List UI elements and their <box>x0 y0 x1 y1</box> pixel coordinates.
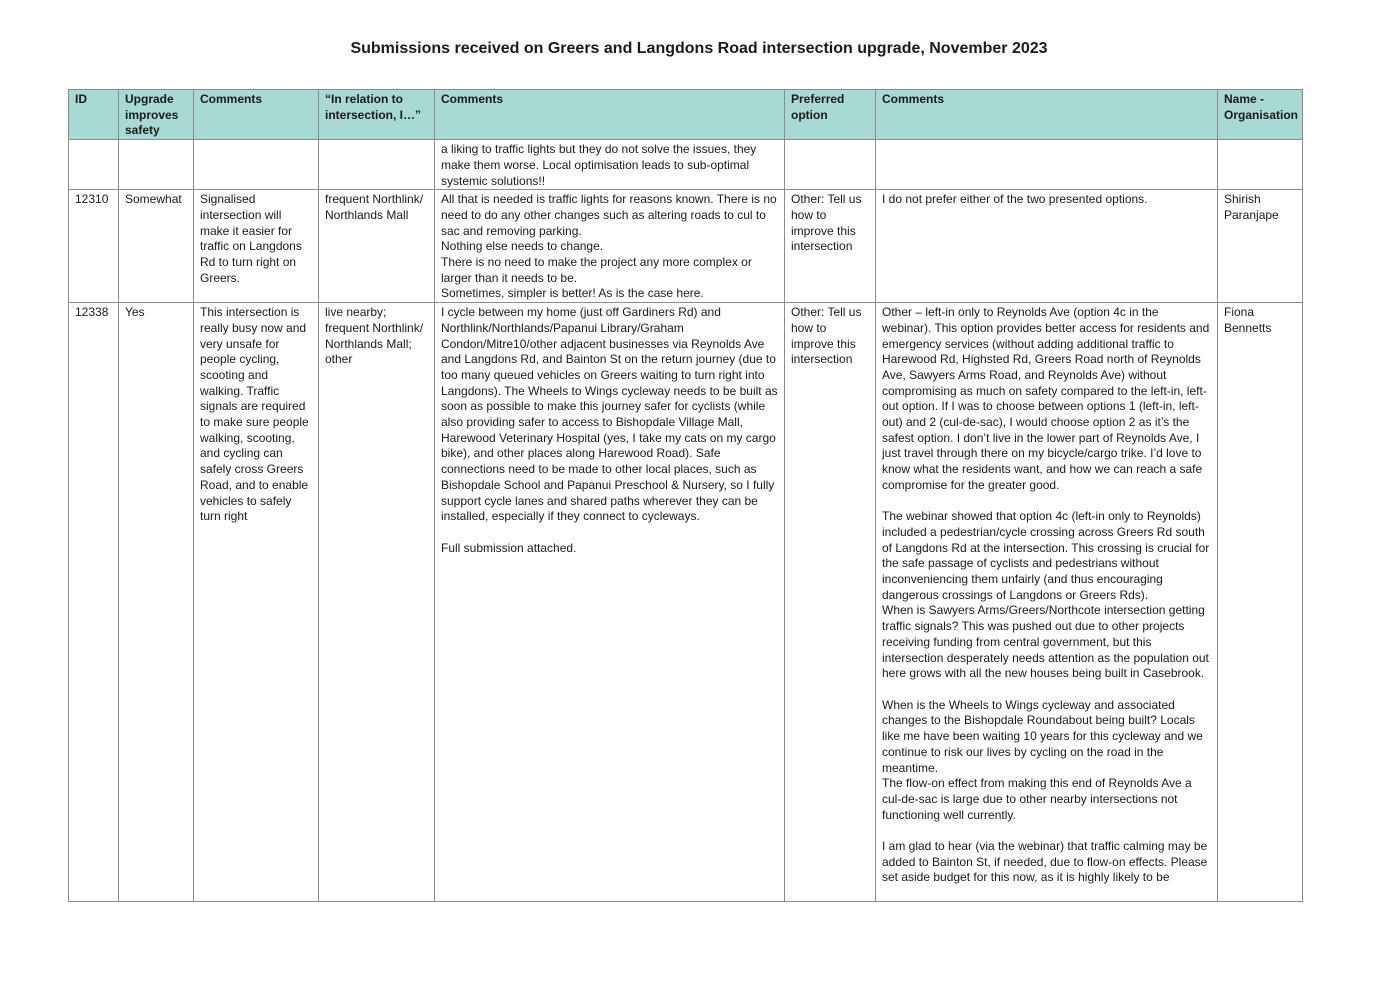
submissions-table <box>68 89 1303 902</box>
cell-relation <box>319 140 435 190</box>
cell-id <box>69 140 119 190</box>
header-row <box>69 90 1303 140</box>
header-comments-1: Comments <box>194 90 319 140</box>
paragraph-spacer <box>441 525 778 541</box>
table-row <box>69 140 1303 190</box>
cell-id: 12338 <box>69 303 119 902</box>
paragraph-spacer <box>882 494 1211 510</box>
paragraph: I am glad to hear (via the webinar) that traffic calming may be added to Bainton St, if needed, due to flow-on effects. Please set aside budget for this now, as it is highly likely to be <box>882 839 1208 885</box>
paragraph: When is Sawyers Arms/Greers/Northcote intersection getting traffic signals? This was pushed out due to other projects receiving funding from central government, but this intersection desperately needs attention as the population out here grows with all the new houses being built in Casebrook. <box>882 603 1209 681</box>
cell-comments-1 <box>194 140 319 190</box>
paragraph: The webinar showed that option 4c (left-in only to Reynolds) included a pedestrian/cycle crossing across Greers Rd south of Langdons Rd at the intersection. This crossing is crucial for the safe passage of cyclists and pedestrians without inconveniencing them unfairly (and thus encouraging dangerous crossings of Langdons or Greers Rds). <box>882 509 1210 602</box>
cell-preferred-option <box>785 140 876 190</box>
header-id: ID <box>69 90 119 140</box>
paragraph-spacer <box>882 682 1211 698</box>
header-comments-2: Comments <box>435 90 785 140</box>
cell-safety: Yes <box>119 303 194 902</box>
cell-preferred-option: Other: Tell us how to improve this intersection <box>785 303 876 902</box>
cell-relation: frequent Northlink/ Northlands Mall <box>319 190 435 303</box>
cell-comments-2 <box>435 303 785 902</box>
header-comments-3: Comments <box>876 90 1218 140</box>
paragraph: All that is needed is traffic lights for reasons known. There is no need to do any other changes such as altering roads to cul to sac and removing parking. <box>441 192 777 238</box>
cell-name <box>1218 140 1303 190</box>
cell-comments-2 <box>435 190 785 303</box>
cell-name: Shirish Paranjape <box>1218 190 1303 303</box>
table-row <box>69 303 1303 902</box>
cell-comments-1: Signalised intersection will make it easier for traffic on Langdons Rd to turn right on Greers. <box>194 190 319 303</box>
paragraph: I do not prefer either of the two presented options. <box>882 192 1148 207</box>
header-name-organisation: Name - Organisation <box>1218 90 1303 140</box>
paragraph: The flow-on effect from making this end of Reynolds Ave a cul-de-sac is large due to other nearby intersections not functioning well currently. <box>882 776 1192 822</box>
paragraph: Full submission attached. <box>441 540 577 555</box>
header-safety: Upgrade improves safety <box>119 90 194 140</box>
paragraph: When is the Wheels to Wings cycleway and associated changes to the Bishopdale Roundabout being built? Locals like me have been waiting 10 years for this cycleway and we continue to risk our lives by cycling on the road in the meantime. <box>882 697 1203 775</box>
paragraph: Sometimes, simpler is better! As is the case here. <box>441 286 704 301</box>
cell-comments-3 <box>876 140 1218 190</box>
cell-safety: Somewhat <box>119 190 194 303</box>
cell-safety <box>119 140 194 190</box>
document-title: Submissions received on Greers and Langdons Road intersection upgrade, November 2023 <box>350 40 1048 57</box>
cell-name: Fiona Bennetts <box>1218 303 1303 902</box>
cell-comments-3 <box>876 303 1218 902</box>
paragraph: a liking to traffic lights but they do not solve the issues, they make them worse. Local optimisation leads to sub-optimal systemic solutions!! <box>441 142 757 188</box>
paragraph-spacer <box>882 823 1211 839</box>
cell-relation: live nearby; frequent Northlink/ Northlands Mall; other <box>319 303 435 902</box>
header-relation: “In relation to intersection, I…” <box>319 90 435 140</box>
header-preferred-option: Preferred option <box>785 90 876 140</box>
cell-id: 12310 <box>69 190 119 303</box>
cell-comments-3 <box>876 190 1218 303</box>
paragraph: Other – left-in only to Reynolds Ave (option 4c in the webinar). This option provides better access for residents and emergency services (without adding additional traffic to Harewood Rd, Highsted Rd, Greers Road north of Reynolds Ave, Sawyers Arms Road, and Reynolds Ave) without compromising as much on safety compared to the left-in, left-out option. If I was to choose between options 1 (left-in, left-out) and 2 (cul-de-sac), I would choose option 2 as it’s the safest option. I don’t live in the lower part of Reynolds Ave, I just travel through there on my bicycle/cargo trike. I’d love to know what the residents want, and how we can reach a safe compromise for the greater good. <box>882 305 1210 492</box>
table-row <box>69 190 1303 303</box>
paragraph: Nothing else needs to change. <box>441 239 604 254</box>
cell-comments-2 <box>435 140 785 190</box>
cell-comments-1: This intersection is really busy now and very unsafe for people cycling, scooting and walking. Traffic signals are required to make sure people walking, scooting, and cycling can safely cross Greers Road, and to enable vehicles to safely turn right <box>194 303 319 902</box>
paragraph: I cycle between my home (just off Gardiners Rd) and Northlink/Northlands/Papanui Library/Graham Condon/Mitre10/other adjacent businesses via Reynolds Ave and Langdons Rd, and Bainton St on the return journey (due to too many queued vehicles on Greers waiting to turn right into Langdons). The Wheels to Wings cycleway needs to be built as soon as possible to make this journey safer for cyclists (while also providing safer to access to Bishopdale Village Mall, Harewood Veterinary Hospital (yes, I take my cats on my cargo bike), and other places along Harewood Road). Safe connections need to be made to other local places, such as Bishopdale School and Papanui Preschool & Nursery, so I fully support cycle lanes and shared paths wherever they can be installed, especially if they connect to cycleways. <box>441 305 778 524</box>
cell-preferred-option: Other: Tell us how to improve this intersection <box>785 190 876 303</box>
paragraph: There is no need to make the project any more complex or larger than it needs to be. <box>441 255 752 285</box>
